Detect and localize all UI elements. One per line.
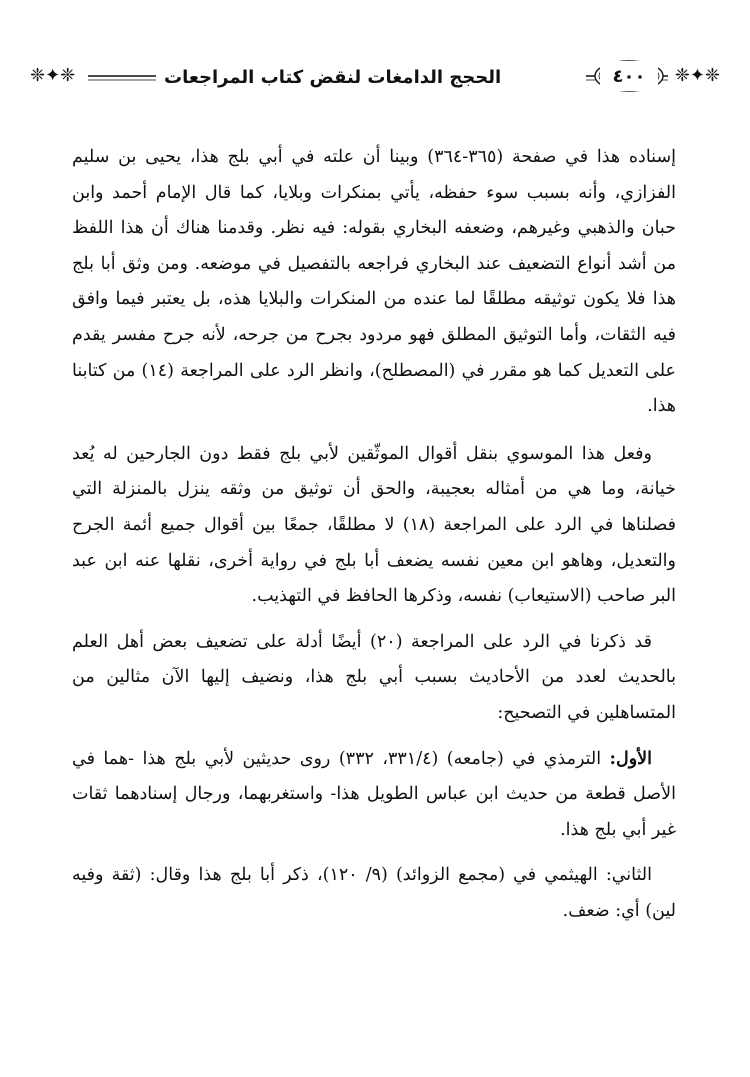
running-title: الحجج الدامغات لنقض كتاب المراجعات xyxy=(156,62,586,92)
page-header xyxy=(28,58,722,98)
paragraph-3-text: قد ذكرنا في الرد على المراجعة (٢٠) أيضًا أدلة على تضعيف بعض أهل العلم بالحديث لعدد من الأحاديث بسبب أبي بلج هذا، ونضيف إليها الآن مثالين من المتساهلين في التصحيح: xyxy=(72,631,676,723)
paragraph-5-text: الثاني: الهيثمي في (مجمع الزوائد) (٩/ ١٢٠)، ذكر أبا بلج هذا وقال: (ثقة وفيه لين) أي: ضعف. xyxy=(72,865,676,921)
paragraph-4-lead: الأول: xyxy=(609,748,653,769)
paragraph-3 xyxy=(72,625,676,732)
paragraph-4 xyxy=(72,742,676,849)
paragraph-1-text: إسناده هذا في صفحة (٣٦٥-٣٦٤) وبينا أن علته في أبي بلج هذا، يحيى بن سليم الفزازي، وأنه بسبب سوء حفظه، يأتي بمنكرات وبلايا، كما قال الإمام أحمد وابن حبان والذهبي وغيرهم، وضعفه البخاري بقوله: فيه نظر. وقدمنا هناك أن هذا اللفظ من أشد أنواع التضعيف عند البخاري فراجعه بالتفصيل في موضعه. ومن وثق أبا بلج هذا فلا يكون توثيقه مطلقًا لما عنده من المنكرات والبلايا هذه، بل يعتبر فيما وافق فيه الثقات، وأما التوثيق المطلق فهو مردود بجرح من جرحه، لأنه جرح مفسر يقدم على التعديل كما هو مقرر في (المصطلح)، وانظر الرد على المراجعة (١٤) من كتابنا هذا. xyxy=(72,147,676,417)
body-text xyxy=(72,140,676,939)
paragraph-1 xyxy=(72,140,676,425)
paragraph-2 xyxy=(72,437,676,615)
page-number-frame xyxy=(600,61,658,91)
header-ornament-right-icon: ❈✦❈ xyxy=(674,65,720,86)
paragraph-5 xyxy=(72,858,676,929)
page-number: ٤٠٠ xyxy=(612,65,646,87)
paragraph-4-text: الترمذي في (جامعه) (٣٣١/٤، ٣٣٢) روى حديثين لأبي بلج هذا -هما في الأصل قطعة من حديث ابن عباس الطويل هذا- واستغربهما، ورجال إسنادهما ثقات غير أبي بلج هذا. xyxy=(72,748,676,840)
paragraph-2-text: وفعل هذا الموسوي بنقل أقوال الموثّقين لأبي بلج فقط دون الجارحين له يُعد خيانة، وما هي من أمثاله بعجيبة، والحق أن توثيق من وثقه ينزل بالمنزلة التي فصلناها في الرد على المراجعة (١٨) لا مطلقًا، جمعًا بين أقوال جميع أئمة الجرح والتعديل، وهاهو ابن معين نفسه يضعف أبا بلج في رواية أخرى، نقلها عنه ابن عبد البر صاحب (الاستيعاب) نفسه، وذكرها الحافظ في التهذيب. xyxy=(72,443,676,607)
header-ornament-left-icon: ❈✦❈ xyxy=(30,65,76,86)
